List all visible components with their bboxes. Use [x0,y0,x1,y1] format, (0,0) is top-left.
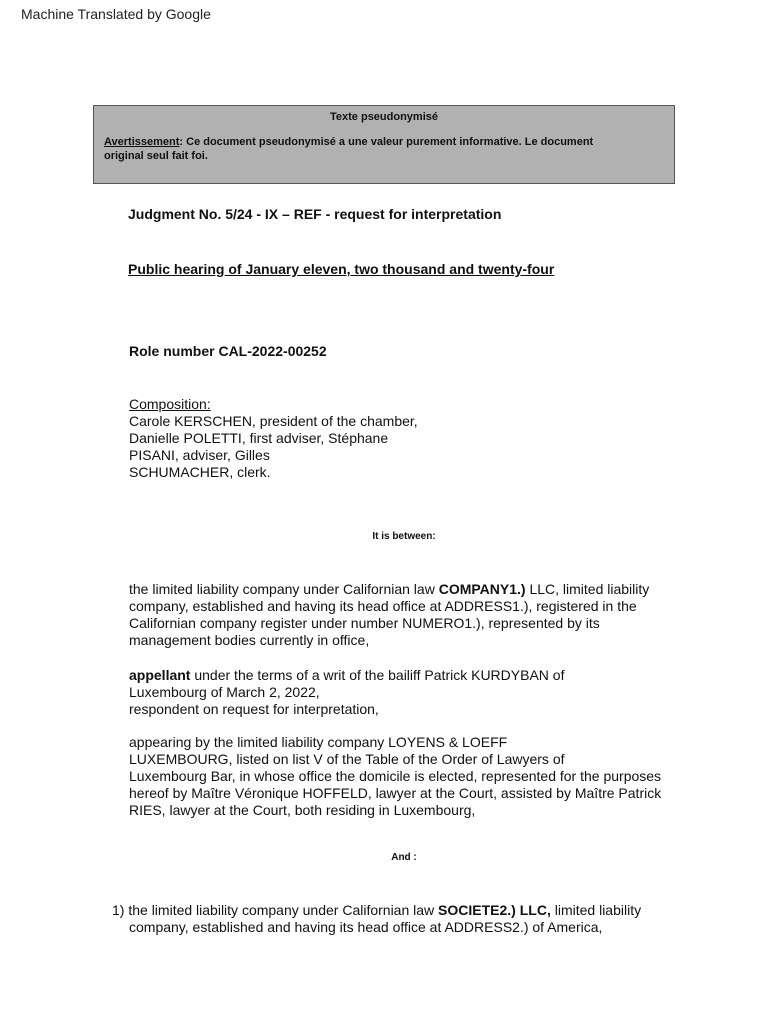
judgment-title: Judgment No. 5/24 - IX – REF - request for interpretation [128,206,502,222]
composition-line: Carole KERSCHEN, president of the chamber, [129,413,418,429]
party1-rest: LLC, limited liability [525,581,650,597]
party2-line: company, established and having its head office at ADDRESS2.) of America, [129,919,603,935]
party1-intro: the limited liability company under Californian law [129,581,439,597]
composition-heading: Composition: [129,396,211,412]
notice-warning-label: Avertissement [104,136,180,148]
party2-first-line [112,902,641,919]
notice-warning [104,136,634,163]
composition-line: Danielle POLETTI, first adviser, Stéphane [129,430,389,446]
appearing-line: Luxembourg Bar, in whose office the domicile is elected, represented for the purposes [129,768,662,784]
party2-rest: limited liability [550,902,642,918]
appearing-line: appearing by the limited liability company LOYENS & LOEFF [129,734,508,750]
appellant-line: Luxembourg of March 2, 2022, [129,684,320,700]
appearing-line: hereof by Maître Véronique HOFFELD, lawyer at the Court, assisted by Maître Patrick [129,785,662,801]
hearing-date: Public hearing of January eleven, two thousand and twenty-four [128,261,555,277]
composition-line: SCHUMACHER, clerk. [129,464,271,480]
party2-name: SOCIETE2.) LLC, [438,902,551,918]
notice-title: Texte pseudonymisé [330,111,438,123]
appellant-label: appellant [129,667,191,683]
appellant-block [129,667,564,718]
pseudonymisation-notice-box [93,105,675,184]
role-number: Role number CAL-2022-00252 [129,343,327,359]
composition-block [129,396,418,481]
appellant-line: respondent on request for interpretation, [129,701,379,717]
and-heading: And : [391,852,417,863]
party2-intro: the limited liability company under Californian law [124,902,439,918]
notice-warning-text-2: original seul fait foi. [104,149,208,162]
party1-block [129,581,649,649]
party1-line: management bodies currently in office, [129,632,370,648]
party2-number: 1) [112,902,125,918]
composition-line: PISANI, adviser, Gilles [129,447,270,463]
appearing-line: RIES, lawyer at the Court, both residing in Luxembourg, [129,802,476,818]
machine-translation-label: Machine Translated by Google [21,6,211,22]
appearing-line: LUXEMBOURG, listed on list V of the Table of the Order of Lawyers of [129,751,565,767]
appearing-block [129,734,661,819]
party1-name: COMPANY1.) [438,581,526,597]
party1-line: Californian company register under number NUMERO1.), represented by its [129,615,600,631]
appellant-text: under the terms of a writ of the bailiff Patrick KURDYBAN of [190,667,565,683]
between-heading: It is between: [372,531,436,542]
party1-line: company, established and having its head office at ADDRESS1.), registered in the [129,598,637,614]
notice-warning-text-1: : Ce document pseudonymisé a une valeur purement informative. Le document [179,136,594,148]
